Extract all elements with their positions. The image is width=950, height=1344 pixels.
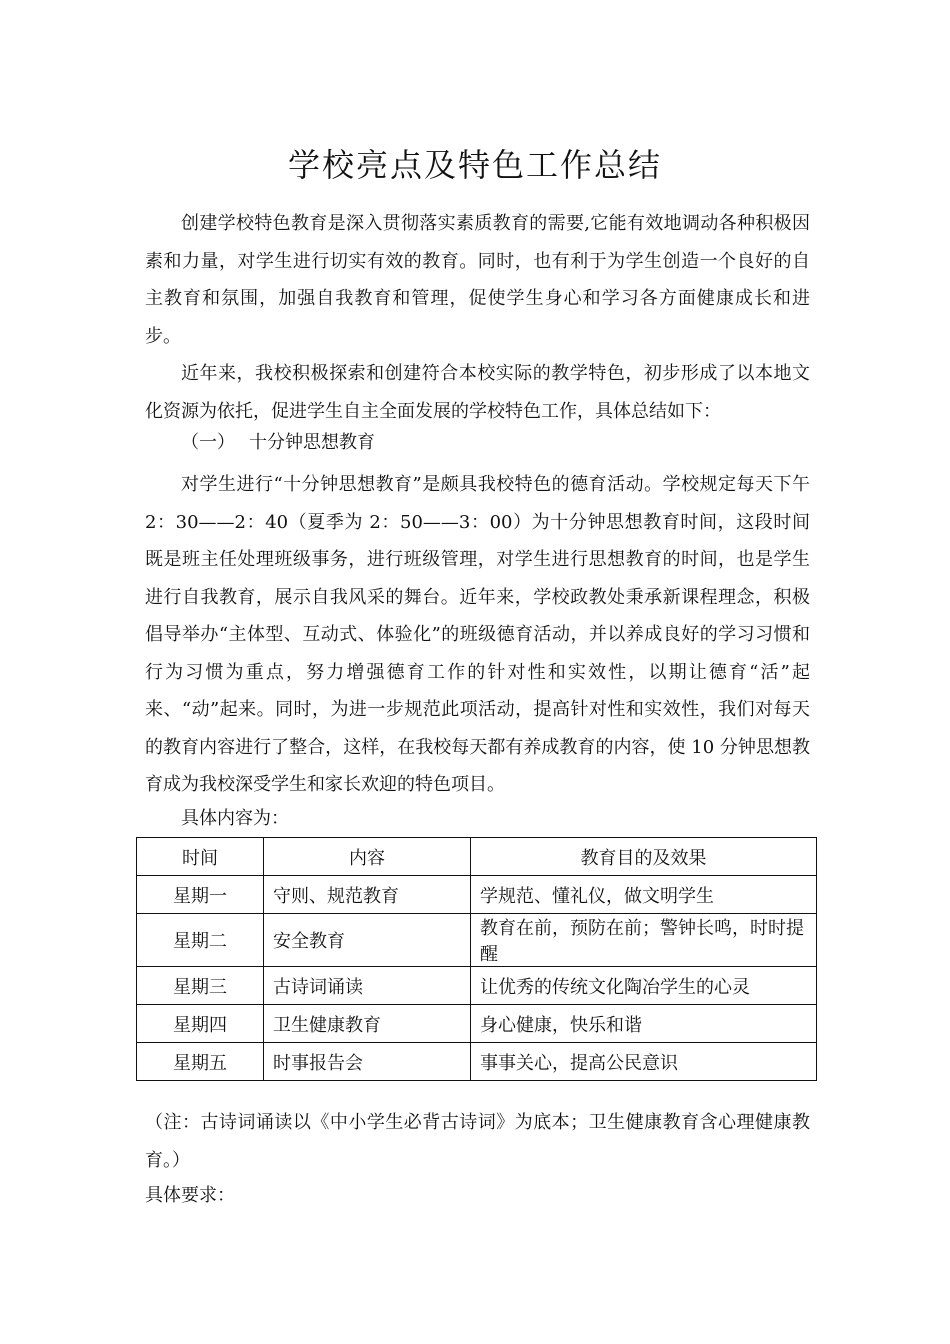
paragraph-ten-minute-education: 对学生进行“十分钟思想教育”是颇具我校特色的德育活动。学校规定每天下午 2：30——2：40（夏季为 2：50——3：00）为十分钟思想教育时间，这段时间既是班主任处理班级事务，进行班级管理，对学生进行思想教育的时间，也是学生进行自我教育，展示自我风采的舞台。近年来，学校政教处秉承新课程理念，积极倡导举办“主体型、互动式、体验化”的班级德育活动，并以养成良好的学习习惯和行为习惯为重点，努力增强德育工作的针对性和实效性，以期让德育“活”起来、“动”起来。同时，为进一步规范此项活动，提高针对性和实效性，我们对每天的教育内容进行了整合，这样，在我校每天都有养成教育的内容，使 10 分钟思想教育成为我校深受学生和家长欢迎的特色项目。 (145, 474, 810, 795)
section-heading (181, 427, 375, 459)
cell-goal: 教育在前，预防在前；警钟长鸣，时时提醒 (471, 914, 817, 967)
document-title: 学校亮点及特色工作总结 (287, 146, 662, 184)
cell-goal: 身心健康，快乐和谐 (471, 1005, 817, 1043)
cell-content: 古诗词诵读 (264, 967, 471, 1005)
section-heading-text: 十分钟思想教育 (249, 432, 375, 453)
paragraph-overview: 近年来，我校积极探索和创建符合本校实际的教学特色，初步形成了以本地文化资源为依托，促进学生自主全面发展的学校特色工作，具体总结如下： (145, 363, 810, 422)
table-row (137, 967, 817, 1005)
cell-goal: 让优秀的传统文化陶冶学生的心灵 (471, 967, 817, 1005)
table-row (137, 1043, 817, 1081)
cell-goal: 学规范、懂礼仪，做文明学生 (471, 876, 817, 914)
header-time: 时间 (137, 838, 264, 876)
table-row (137, 1005, 817, 1043)
table-row (137, 876, 817, 914)
cell-day: 星期二 (137, 914, 264, 967)
header-content: 内容 (264, 838, 471, 876)
cell-day: 星期一 (137, 876, 264, 914)
header-goal: 教育目的及效果 (471, 838, 817, 876)
cell-content: 时事报告会 (264, 1043, 471, 1081)
requirements-label: 具体要求： (145, 1185, 235, 1206)
table-header-row (137, 838, 817, 876)
cell-day: 星期五 (137, 1043, 264, 1081)
schedule-table (136, 837, 817, 1081)
table-note: （注：古诗词诵读以《中小学生必背古诗词》为底本；卫生健康教育含心理健康教育。） (145, 1112, 810, 1171)
cell-content: 卫生健康教育 (264, 1005, 471, 1043)
section-number: （一） (181, 432, 235, 453)
cell-goal: 事事关心，提高公民意识 (471, 1043, 817, 1081)
detail-label: 具体内容为： (181, 808, 289, 829)
cell-day: 星期三 (137, 967, 264, 1005)
cell-content: 安全教育 (264, 914, 471, 967)
cell-content: 守则、规范教育 (264, 876, 471, 914)
paragraph-intro: 创建学校特色教育是深入贯彻落实素质教育的需要,它能有效地调动各种积极因素和力量，对学生进行切实有效的教育。同时，也有利于为学生创造一个良好的自主教育和氛围，加强自我教育和管理，促使学生身心和学习各方面健康成长和进步。 (145, 213, 810, 347)
cell-day: 星期四 (137, 1005, 264, 1043)
table-row (137, 914, 817, 967)
